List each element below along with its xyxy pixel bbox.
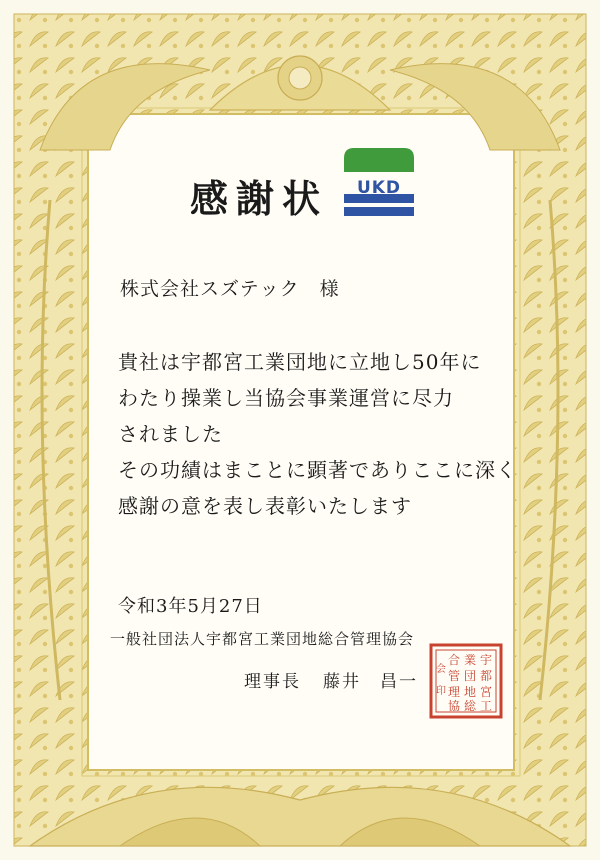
body-line: 感謝の意を表し表彰いたします — [118, 494, 412, 518]
svg-text:会: 会 — [436, 664, 446, 675]
body-line: わたり操業し当協会事業運営に尽力 — [118, 386, 454, 410]
svg-text:合: 合 — [448, 653, 461, 667]
recipient-name: 株式会社スズテック 様 — [120, 278, 340, 300]
issuing-organization: 一般社団法人宇都宮工業団地総合管理協会 — [110, 630, 415, 648]
official-seal-icon — [428, 642, 504, 720]
svg-text:地: 地 — [464, 685, 477, 699]
svg-text:宇: 宇 — [480, 653, 493, 667]
svg-text:工: 工 — [480, 699, 493, 713]
svg-text:総: 総 — [464, 699, 477, 713]
svg-text:協: 協 — [448, 699, 461, 713]
signer — [244, 667, 418, 692]
svg-text:団: 団 — [464, 669, 477, 683]
body-line: その功績はまことに顕著でありここに深く — [118, 458, 517, 482]
svg-text:業: 業 — [464, 653, 477, 667]
svg-text:都: 都 — [480, 669, 493, 683]
signer-name: 藤井 昌一 — [323, 672, 418, 692]
svg-text:理: 理 — [448, 685, 461, 699]
issue-date: 令和3年5月27日 — [118, 596, 263, 617]
body-line: されました — [118, 422, 223, 446]
svg-text:管: 管 — [448, 669, 461, 683]
svg-text:宮: 宮 — [480, 685, 493, 699]
logo-text: UKD — [356, 178, 402, 198]
svg-text:印: 印 — [436, 686, 446, 697]
certificate-title: 感謝状 — [190, 176, 329, 221]
certificate-body — [118, 344, 517, 524]
body-line: 貴社は宇都宮工業団地に立地し50年に — [118, 350, 482, 374]
signer-title: 理事長 — [244, 672, 301, 692]
